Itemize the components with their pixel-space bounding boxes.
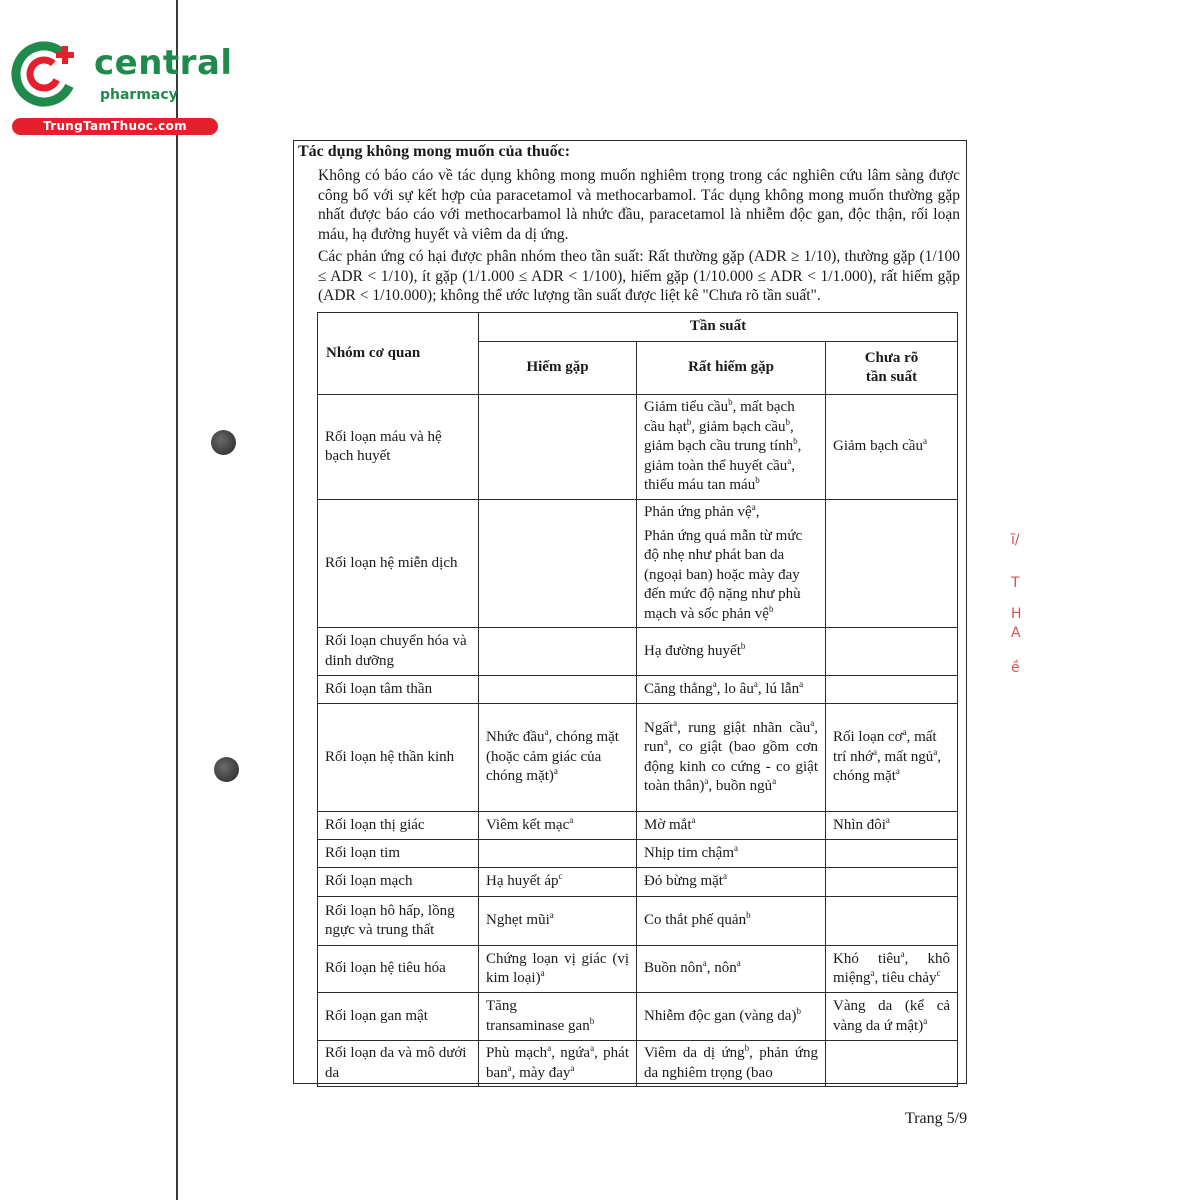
very-rare-cell: Viêm da dị ứng$^b$, phản ứng da nghiêm trọng (bao	[637, 1041, 826, 1087]
rare-cell: Nhức đầu$^a$, chóng mặt (hoặc cảm giác của chóng mặt)$^a$	[479, 704, 637, 812]
rare-cell: Phù mạch$^a$, ngứa$^a$, phát ban$^a$, mày đay$^a$	[479, 1041, 637, 1087]
unknown-cell	[826, 500, 958, 628]
logo-url[interactable]: TrungTamThuoc.com	[12, 118, 218, 135]
rare-cell: Nghẹt mũi$^a$	[479, 897, 637, 946]
section-heading: Tác dụng không mong muốn của thuốc:	[298, 143, 571, 160]
table-row	[318, 812, 958, 840]
organ-cell: Rối loạn da và mô dưới da	[318, 1041, 479, 1087]
very-rare-cell: Co thắt phế quản$^b$	[637, 897, 826, 946]
page-number: Trang 5/9	[905, 1110, 968, 1127]
organ-cell: Rối loạn mạch	[318, 868, 479, 897]
unknown-cell: Rối loạn $cơ^a$, mất trí nhớ$^a$, mất ngủ$^a$, chóng mặt$^a$	[826, 704, 958, 812]
organ-cell: Rối loạn hệ thần kinh	[318, 704, 479, 812]
table-row	[318, 868, 958, 897]
organ-cell: Rối loạn hô hấp, lồng ngực và trung thất	[318, 897, 479, 946]
very-rare-cell: Nhiễm độc gan (vàng da)$^b$	[637, 993, 826, 1041]
very-rare-cell: Giảm tiểu cầu$^b$, mất bạch cầu hạt$^b$, giảm bạch cầu$^b$, giảm bạch cầu trung tính$^b$, giảm toàn thể huyết cầu$^a$, thiếu máu tan máu$^b$	[637, 395, 826, 500]
very-rare-cell: Phản ứng phản vệ$^a$, Phản ứng quá mẫn từ mức độ nhẹ như phát ban da (ngoại ban) hoặc mày đay đến mức độ nặng như phù mạch và sốc phản vệ$^b$	[637, 500, 826, 628]
organ-cell: Rối loạn tim	[318, 840, 479, 868]
unknown-cell	[826, 897, 958, 946]
unknown-cell: Khó tiêu$^a$, khô miệng$^a$, tiêu chảy$^c$	[826, 946, 958, 993]
rare-cell: Hạ huyết $áp^c$	[479, 868, 637, 897]
very-rare-cell: Nhịp tim chậm$^a$	[637, 840, 826, 868]
organ-cell: Rối loạn tâm thần	[318, 676, 479, 704]
rare-cell	[479, 628, 637, 676]
very-rare-cell: Đỏ bừng mặt$^a$	[637, 868, 826, 897]
stamp-mark: A	[1011, 625, 1021, 641]
organ-cell: Rối loạn hệ tiêu hóa	[318, 946, 479, 993]
table-row	[318, 704, 958, 812]
header-very-rare: Rất hiếm gặp	[637, 342, 826, 395]
unknown-cell	[826, 676, 958, 704]
very-rare-cell: Ngất$^a$, rung giật nhãn cầu$^a$, run$^a$, co giật (bao gồm cơn động kinh co cứng - co giật toàn thân)$^a$, buồn ngủ$^a$	[637, 704, 826, 812]
unknown-cell	[826, 1041, 958, 1087]
logo-mark-icon	[10, 38, 90, 110]
unknown-cell	[826, 840, 958, 868]
organ-cell: Rối loạn chuyển hóa và dinh dưỡng	[318, 628, 479, 676]
page-edge	[176, 0, 178, 1200]
table-row	[318, 897, 958, 946]
table-row	[318, 628, 958, 676]
table-row	[318, 840, 958, 868]
stamp-mark: T	[1011, 575, 1020, 591]
header-frequency: Tần suất	[479, 313, 958, 342]
very-rare-cell: Căng thẳng$^a$, lo $âu^a$, lú lẫn$^a$	[637, 676, 826, 704]
rare-cell: Viêm kết mạc$^a$	[479, 812, 637, 840]
table-row	[318, 1041, 958, 1087]
rare-cell: Tăng transaminase gan$^b$	[479, 993, 637, 1041]
organ-cell: Rối loạn gan mật	[318, 993, 479, 1041]
rare-cell: Chứng loạn vị giác (vị kim loại)$^a$	[479, 946, 637, 993]
frequency-paragraph: Các phản ứng có hại được phân nhóm theo tần suất: Rất thường gặp (ADR ≥ 1/10), thường gặp (1/100 ≤ ADR < 1/10), ít gặp (1/1.000 ≤ ADR < 1/100), hiếm gặp (1/10.000 ≤ ADR < 1/1.000), rất hiếm gặp (ADR < 1/10.000); không thể ước lượng tần suất được liệt kê "Chưa rõ tần suất".	[318, 248, 960, 304]
logo-subtitle: pharmacy	[100, 87, 178, 103]
header-organ: Nhóm cơ quan	[318, 313, 479, 395]
table-row	[318, 946, 958, 993]
punch-hole	[211, 430, 236, 455]
unknown-cell: Vàng da (kể cả vàng da ứ mật)$^a$	[826, 993, 958, 1041]
intro-paragraph: Không có báo cáo về tác dụng không mong muốn nghiêm trọng trong các nghiên cứu lâm sàng được công bố với sự kết hợp của paracetamol và methocarbamol. Tác dụng không mong muốn thường gặp nhất được báo cáo với methocarbamol là nhức đầu, paracetamol là nhiễm độc gan, độc thận, rối loạn máu, hạ đường huyết và viêm da dị ứng.	[318, 167, 960, 243]
stamp-mark: ề	[1011, 660, 1020, 676]
table-row	[318, 993, 958, 1041]
logo-name: central	[94, 43, 233, 83]
very-rare-cell: Mờ mắt$^a$	[637, 812, 826, 840]
very-rare-cell: Buồn nôn$^a$, nôn$^a$	[637, 946, 826, 993]
table-row	[318, 500, 958, 628]
header-rare: Hiếm gặp	[479, 342, 637, 395]
unknown-cell	[826, 628, 958, 676]
unknown-cell	[826, 868, 958, 897]
very-rare-cell: Hạ đường huyết$^b$	[637, 628, 826, 676]
stamp-mark: H	[1011, 606, 1022, 622]
central-pharmacy-logo[interactable]	[10, 38, 233, 138]
organ-cell: Rối loạn máu và hệ bạch huyết	[318, 395, 479, 500]
header-unknown: Chưa rõ tần suất	[826, 342, 958, 395]
stamp-mark: ĩ/	[1011, 532, 1020, 548]
rare-cell	[479, 395, 637, 500]
unknown-cell: Giảm bạch cầu$^a$	[826, 395, 958, 500]
organ-cell: Rối loạn thị giác	[318, 812, 479, 840]
organ-cell: Rối loạn hệ miễn dịch	[318, 500, 479, 628]
rare-cell	[479, 500, 637, 628]
adr-table	[317, 312, 958, 1087]
table-row	[318, 676, 958, 704]
rare-cell	[479, 676, 637, 704]
rare-cell	[479, 840, 637, 868]
table-row	[318, 395, 958, 500]
punch-hole	[214, 757, 239, 782]
unknown-cell: Nhìn đôi$^a$	[826, 812, 958, 840]
